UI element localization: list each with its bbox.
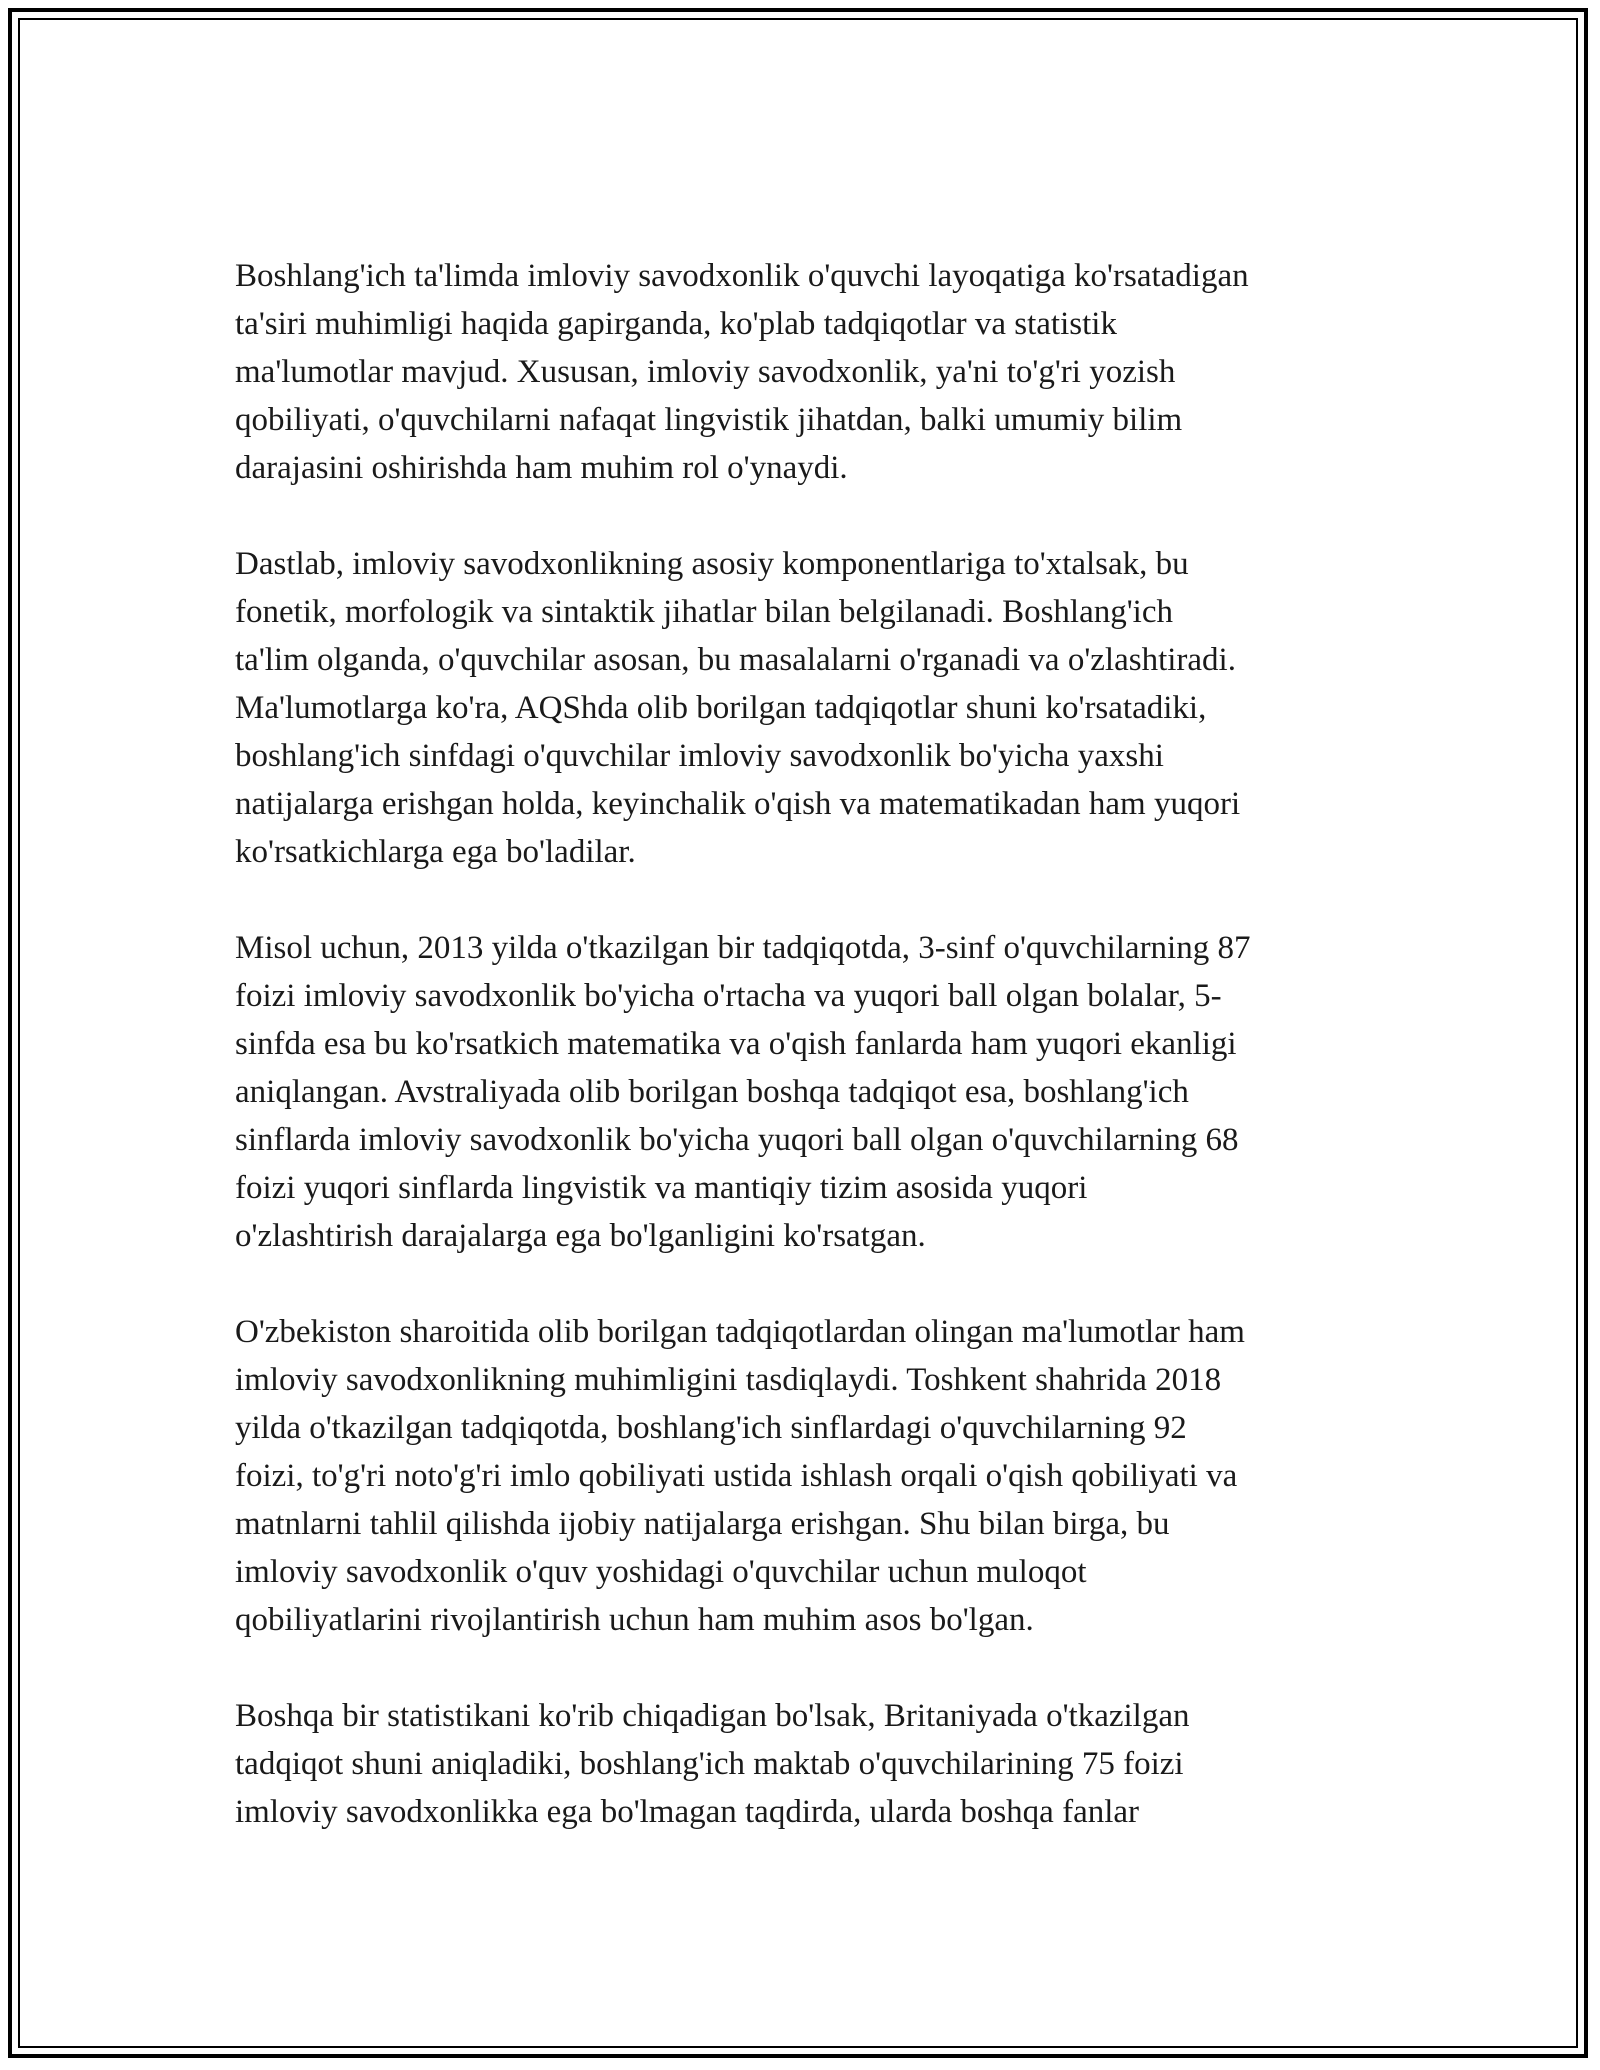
paragraph-2: Dastlab, imloviy savodxonlikning asosiy komponentlariga to'xtalsak, bu fonetik, morfologik va sintaktik jihatlar bilan belgilanadi. Boshlang'ich ta'lim olganda, o'quvchilar asosan, bu masalalarni o'rganadi va o'zlashtiradi. Ma'lumotlarga ko'ra, AQShda olib borilgan tadqiqotlar shuni ko'rsatadiki, boshlang'ich sinfdagi o'quvchilar imloviy savodxonlik bo'yicha yaxshi natijalarga erishgan holda, keyinchalik o'qish va matematikadan ham yuqori ko'rsatkichlarga ega bo'ladilar. — [235, 546, 1241, 870]
paragraph-4: O'zbekiston sharoitida olib borilgan tadqiqotlardan olingan ma'lumotlar ham imloviy savodxonlikning muhimligini tasdiqlaydi. Toshkent shahrida 2018 yilda o'tkazilgan tadqiqotda, boshlang'ich sinflardagi o'quvchilarning 92 foizi, to'g'ri noto'g'ri imlo qobiliyati ustida ishlash orqali o'qish qobiliyati va matnlarni tahlil qilishda ijobiy natijalarga erishgan. Shu bilan birga, bu imloviy savodxonlik o'quv yoshidagi o'quvchilar uchun muloqot qobiliyatlarini rivojlantirish uchun ham muhim asos bo'lgan. — [235, 1314, 1245, 1638]
paragraph-1: Boshlang'ich ta'limda imloviy savodxonlik o'quvchi layoqatiga ko'rsatadigan ta'siri muhimligi haqida gapirganda, ko'plab tadqiqotlar va statistik ma'lumotlar mavjud. Xususan, imloviy savodxonlik, ya'ni to'g'ri yozish qobiliyati, o'quvchilarni nafaqat lingvistik jihatdan, balki umumiy bilim darajasini oshirishda ham muhim rol o'ynaydi. — [235, 258, 1249, 486]
paragraph-5: Boshqa bir statistikani ko'rib chiqadigan bo'lsak, Britaniyada o'tkazilgan tadqiqot shuni aniqladiki, boshlang'ich maktab o'quvchilarining 75 foizi imloviy savodxonlikka ega bo'lmagan taqdirda, ularda boshqa fanlar — [235, 1698, 1190, 1830]
paragraph-3: Misol uchun, 2013 yilda o'tkazilgan bir tadqiqotda, 3-sinf o'quvchilarning 87 foizi imloviy savodxonlik bo'yicha o'rtacha va yuqori ball olgan bolalar, 5- sinfda esa bu ko'rsatkich matematika va o'qish fanlarda ham yuqori ekanligi aniqlangan. Avstraliyada olib borilgan boshqa tadqiqot esa, boshlang'ich sinflarda imloviy savodxonlik bo'yicha yuqori ball olgan o'quvchilarning 68 foizi yuqori sinflarda lingvistik va mantiqiy tizim asosida yuqori o'zlashtirish darajalarga ega bo'lganligini ko'rsatgan. — [235, 930, 1251, 1254]
document-body — [235, 252, 1375, 1884]
